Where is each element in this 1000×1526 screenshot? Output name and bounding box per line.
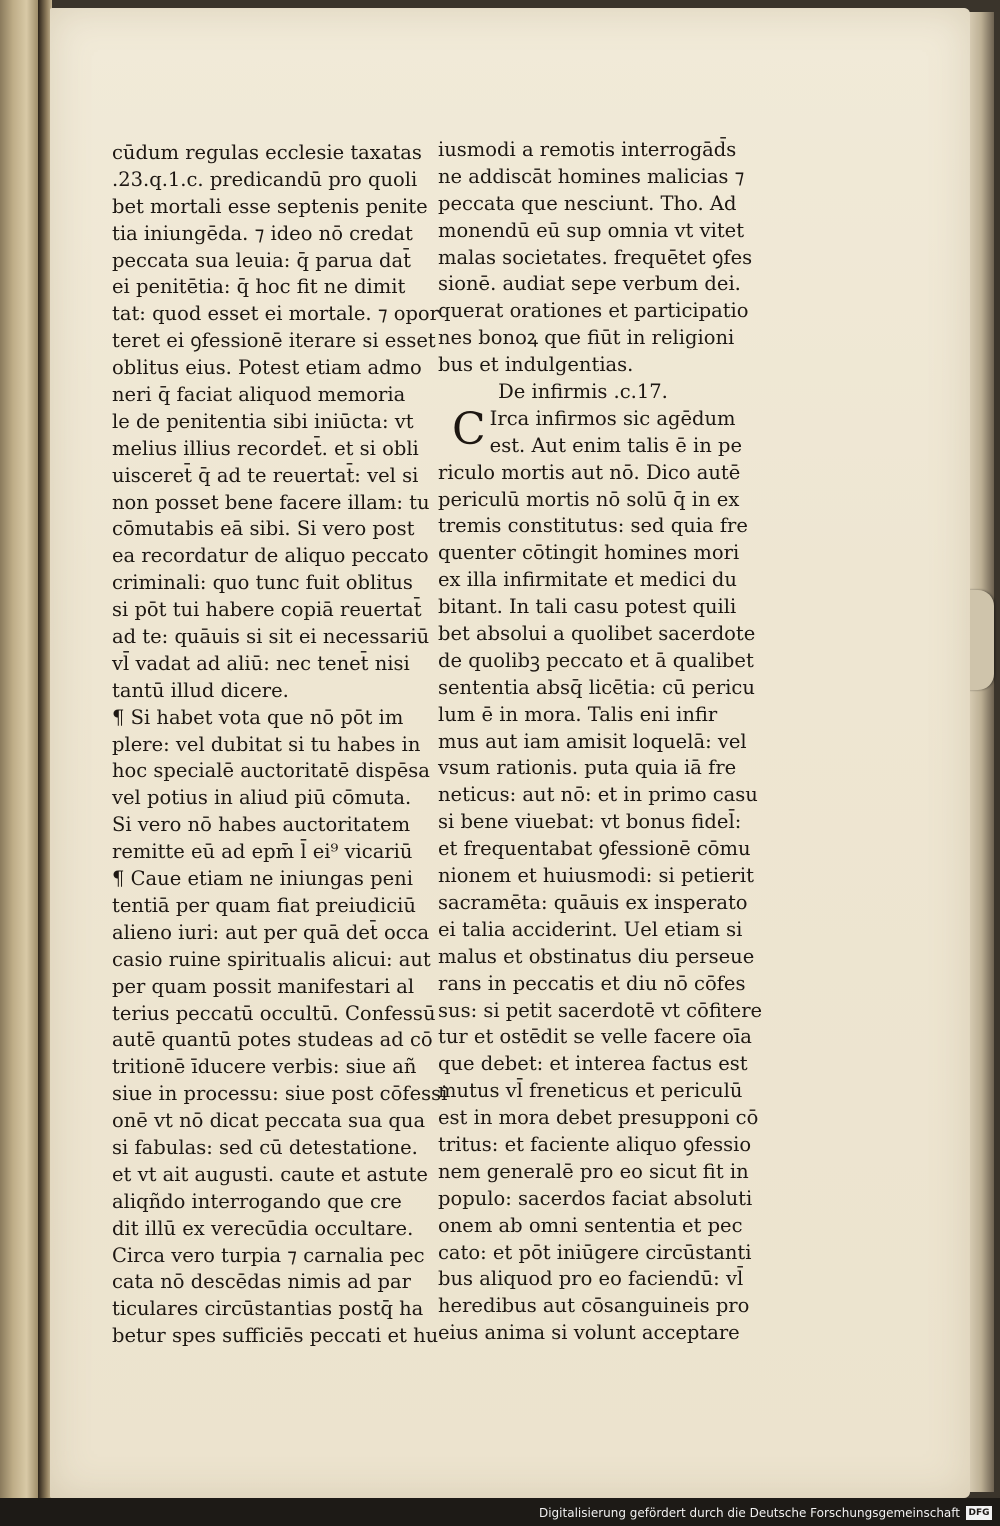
text-line: heredibus aut cōsanguineis pro	[438, 1294, 750, 1318]
text-line: ex illa infirmitate et medici du	[438, 568, 737, 592]
footer-credit: Digitalisierung gefördert durch die Deutsche Forschungsgemeinschaft	[538, 1506, 960, 1520]
text-line: peccata sua leuia: q̄ parua dat̄	[112, 248, 411, 272]
text-line: ea recordatur de aliquo peccato	[112, 544, 429, 568]
text-line: bus et indulgentias.	[438, 353, 634, 377]
text-line: populo: sacerdos faciat absoluti	[438, 1186, 753, 1210]
text-line: si bene viuebat: vt bonus fidel̄:	[438, 810, 742, 834]
text-line: sententia absq̄ licētia: cū pericu	[438, 675, 755, 699]
text-line: malus et obstinatus diu perseue	[438, 944, 755, 968]
text-line: vel potius in aliud piū cōmuta.	[112, 786, 412, 810]
text-line: tat: quod esset ei mortale. ⁊ opor	[112, 302, 439, 326]
chapter-heading: De infirmis .c.17.	[498, 380, 668, 404]
text-line: tur et ostēdit se velle facere oīa	[438, 1025, 752, 1049]
text-line: cōmutabis eā sibi. Si vero post	[112, 517, 415, 541]
text-line: quenter cōtingit homines mori	[438, 541, 740, 565]
text-line: que debet: et interea factus est	[438, 1052, 748, 1076]
text-line: hoc specialē auctoritatē dispēsa	[112, 759, 430, 783]
text-line: malas societates. frequētet ꝯfes	[438, 245, 753, 269]
text-line: uisceret̄ q̄ ad te reuertat̄: vel si	[112, 463, 419, 487]
previous-page-text-fragments	[4, 160, 34, 1210]
text-line: dit illū ex verecūdia occultare.	[112, 1216, 414, 1240]
text-line: periculū mortis nō solū q̄ in ex	[438, 487, 740, 511]
text-line: rans in peccatis et diu nō cōfes	[438, 971, 746, 995]
text-line: alieno iuri: aut per quā det̄ occa	[112, 920, 430, 944]
footer-bar	[0, 1498, 1000, 1526]
text-line: sionē. audiat sepe verbum dei.	[438, 272, 741, 296]
text-line: lum ē in mora. Talis eni infir	[438, 702, 718, 726]
text-line: de quolibꝫ peccato et ā qualibet	[438, 648, 754, 672]
dfg-logo: DFG	[966, 1506, 992, 1520]
text-line: et vt ait augusti. caute et astute	[112, 1162, 428, 1186]
right-column-top-lines	[438, 137, 758, 379]
text-line: iusmodi a remotis interrogād̄s	[438, 138, 737, 161]
text-line: tritionē īducere verbis: siue añ	[112, 1055, 417, 1079]
previous-page-edge	[0, 0, 38, 1526]
text-line: nionem et huiusmodi: si petierit	[438, 864, 755, 888]
text-line: cata nō descēdas nimis ad par	[112, 1270, 411, 1294]
text-line: cato: et pōt iniūgere circūstanti	[438, 1240, 752, 1264]
text-line: vsum rationis. puta quia iā fre	[438, 756, 737, 780]
text-line: Irca infirmos sic agēdum	[489, 406, 736, 430]
text-line: et frequentabat ꝯfessionē cōmu	[438, 837, 751, 861]
right-column-chapter-lines	[438, 403, 763, 1347]
text-line: teret ei ꝯfessionē iterare si esset	[112, 329, 436, 353]
text-line: terius peccatū occultū. Confessū	[112, 1001, 436, 1025]
text-line: autē quantū potes studeas ad cō	[112, 1028, 433, 1052]
text-line: sus: si petit sacerdotē vt cōfitere	[438, 998, 763, 1022]
text-line: neri q̄ faciat aliquod memoria	[112, 383, 406, 407]
text-line: nes bonoꝝ que fiūt in religioni	[438, 326, 735, 350]
text-line: mutus vl̄ freneticus et periculū	[438, 1079, 743, 1103]
text-line: vl̄ vadat ad aliū: nec tenet̄ nisi	[112, 651, 410, 675]
text-line: riculo mortis aut nō. Dico autē	[438, 460, 741, 484]
text-line: non posset bene facere illam: tu	[112, 490, 430, 514]
text-line: casio ruine spiritualis alicui: aut	[112, 947, 431, 971]
text-line: siue in processu: siue post cōfessi	[112, 1082, 448, 1106]
text-line: bet absolui a quolibet sacerdote	[438, 622, 756, 646]
text-line: aliqñdo interrogando que cre	[112, 1189, 402, 1213]
text-line: tremis constitutus: sed quia fre	[438, 514, 748, 538]
text-line: nem generalē pro eo sicut fit in	[438, 1159, 749, 1183]
text-line: onē vt nō dicat peccata sua qua	[112, 1109, 426, 1133]
text-line: bet mortali esse septenis penite	[112, 194, 428, 218]
text-line: ei talia acciderint. Uel etiam si	[438, 917, 743, 941]
text-line: ei penitētia: q̄ hoc fit ne dimit	[112, 275, 406, 299]
text-line: Si vero nō habes auctoritatem	[112, 813, 411, 837]
text-line: ticulares circūstantias postq̄ ha	[112, 1297, 424, 1321]
left-text-column	[112, 140, 448, 1350]
text-line: betur spes sufficiēs peccati et hu	[112, 1324, 439, 1348]
text-line: est in mora debet presupponi cō	[438, 1106, 759, 1130]
text-line: neticus: aut nō: et in primo casu	[438, 783, 758, 807]
text-line: si pōt tui habere copiā reuertat̄	[112, 598, 422, 622]
text-line: querat orationes et participatio	[438, 299, 749, 323]
text-line: tantū illud dicere.	[112, 678, 289, 702]
text-line: onem ab omni sententia et pec	[438, 1213, 743, 1237]
text-line: eius anima si volunt acceptare	[438, 1321, 740, 1345]
text-line: tia iniungēda. ⁊ ideo nō credat	[112, 221, 413, 245]
text-line: oblitus eius. Potest etiam admo	[112, 356, 422, 380]
text-line: bitant. In tali casu potest quili	[438, 595, 737, 619]
text-line: ne addiscāt homines malicias ⁊	[438, 164, 745, 188]
text-line: mus aut iam amisit loquelā: vel	[438, 729, 747, 753]
right-text-column	[438, 137, 763, 1347]
text-line: remitte eū ad epm̄ l̄ ei⁹ vicariū	[112, 840, 413, 864]
text-line: tentiā per quam fiat preiudiciū	[112, 893, 416, 917]
text-line: monendū eū sup omnia vt vitet	[438, 218, 745, 242]
text-line: plere: vel dubitat si tu habes in	[112, 732, 421, 756]
text-line: tritus: et faciente aliquo ꝯfessio	[438, 1132, 752, 1156]
text-line: ad te: quāuis si sit ei necessariū	[112, 625, 430, 649]
text-line: le de penitentia sibi iniūcta: vt	[112, 409, 414, 433]
page-stack-edge	[968, 12, 994, 1492]
text-line: si fabulas: sed cū detestatione.	[112, 1135, 418, 1159]
text-line: .23.q.1.c. predicandū pro quoli	[112, 167, 418, 191]
text-line: bus aliquod pro eo faciendū: vl̄	[438, 1267, 744, 1291]
text-line: cūdum regulas ecclesie taxatas	[112, 141, 422, 164]
text-line: per quam possit manifestari al	[112, 974, 415, 998]
text-line: ¶ Si habet vota que nō pōt im	[112, 705, 404, 729]
text-line: sacramēta: quāuis ex insperato	[438, 890, 748, 914]
text-line: ¶ Caue etiam ne iniungas peni	[112, 867, 413, 891]
text-line: melius illius recordet̄. et si obli	[112, 436, 419, 460]
text-line: criminali: quo tunc fuit oblitus	[112, 571, 413, 595]
initial-letter: C	[452, 403, 486, 455]
text-line: Circa vero turpia ⁊ carnalia pec	[112, 1243, 425, 1267]
text-line: est. Aut enim talis ē in pe	[489, 433, 743, 457]
text-line: peccata que nesciunt. Tho. Ad	[438, 191, 737, 215]
